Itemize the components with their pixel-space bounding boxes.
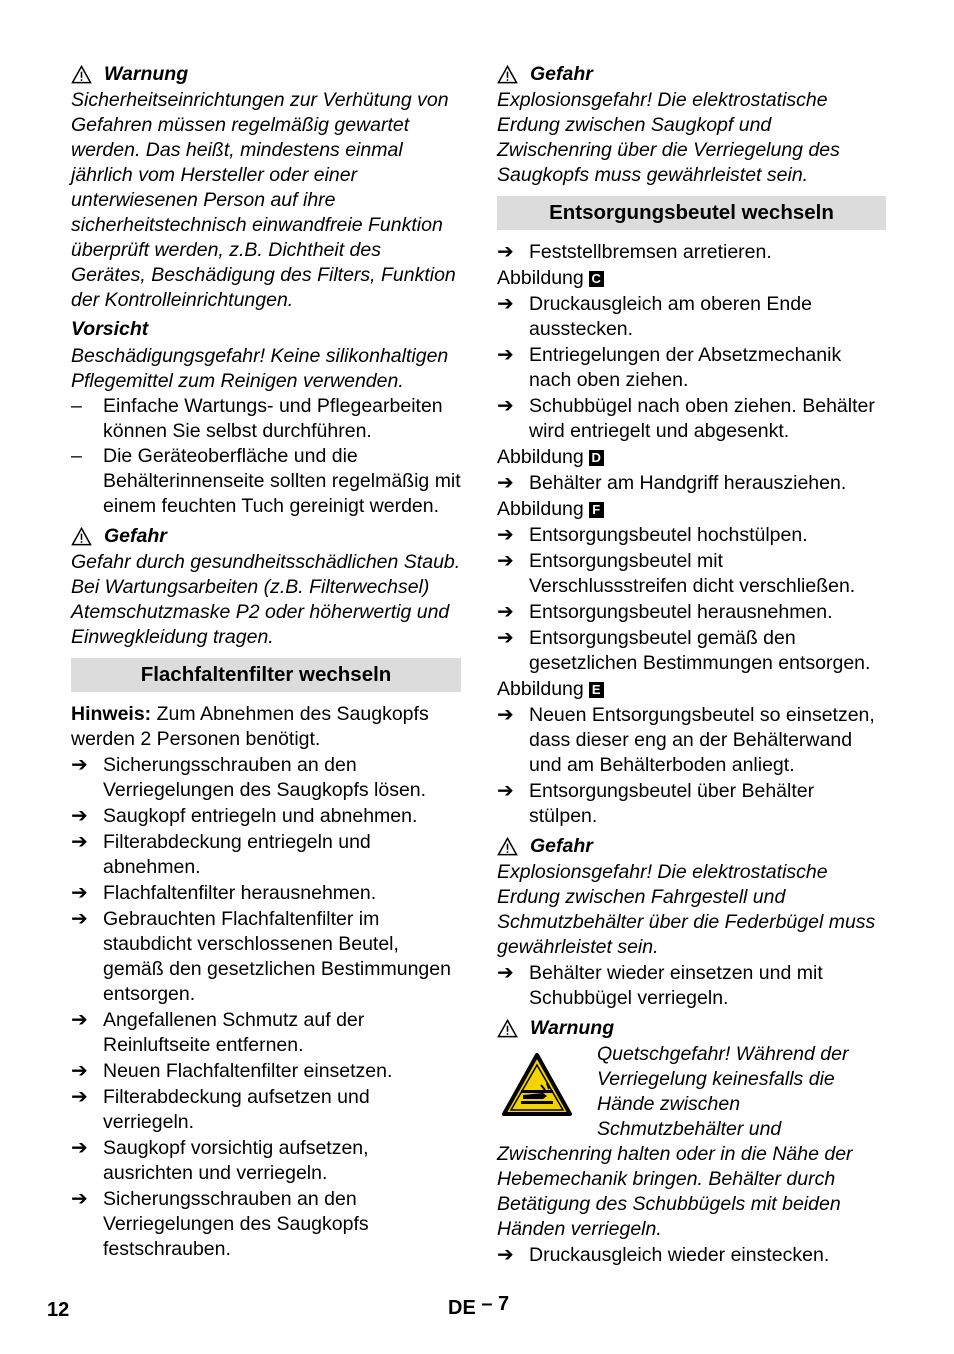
arrow-icon: ➔ [497,241,514,263]
step-item: ➔ Schubbügel nach oben ziehen. Behälter wird entriegelt und abgesenkt. [497,395,875,442]
section-title: Entsorgungsbeutel wechseln [497,196,886,230]
section-title: Flachfaltenfilter wechseln [71,658,461,692]
step-item: ➔ Entsorgungsbeutel gemäß den gesetzlichen Bestimmungen entsorgen. [497,627,871,674]
arrow-icon: ➔ [497,344,514,366]
figure-badge: F [589,502,604,518]
arrow-icon: ➔ [71,805,88,827]
figure-reference: Abbildung D [497,445,886,470]
warning-heading: Warnung [71,60,461,88]
figure-badge: E [589,682,604,698]
dash-list-item: – Einfache Wartungs- und Pflegearbeiten können Sie selbst durchführen. [71,395,443,442]
figure-reference: Abbildung F [497,497,886,522]
figure-badge: C [589,271,604,287]
arrow-icon: ➔ [71,831,88,853]
arrow-icon: ➔ [71,882,88,904]
danger-heading: Gefahr [497,60,886,88]
step-item: ➔ Druckausgleich am oberen Ende ausstecken. [497,293,812,340]
warning-triangle-icon [71,527,92,546]
arrow-icon: ➔ [497,780,514,802]
danger-heading: Gefahr [71,522,461,550]
page-footer-label: DE – 7 [448,1293,510,1319]
step-item: ➔ Entsorgungsbeutel über Behälter stülpen. [497,780,815,827]
step-item: ➔ Behälter wieder einsetzen und mit Schubbügel verriegeln. [497,962,823,1009]
arrow-icon: ➔ [497,395,514,417]
right-column [497,60,886,1268]
warning-triangle-icon [497,65,518,84]
step-item: ➔ Entsorgungsbeutel herausnehmen. [497,601,833,623]
step-item: ➔ Gebrauchten Flachfaltenfilter im staubdicht verschlossenen Beutel, gemäß den gesetzlichen Bestimmungen entsorgen. [71,908,451,1005]
warning-triangle-icon [497,1019,518,1038]
left-column [71,60,461,1262]
step-item: ➔ Sicherungsschrauben an den Verriegelungen des Saugkopfs festschrauben. [71,1188,369,1260]
arrow-icon: ➔ [497,627,514,649]
arrow-icon: ➔ [497,601,514,623]
arrow-icon: ➔ [71,1086,88,1108]
caution-heading: Vorsicht [71,318,149,340]
step-item: ➔ Angefallenen Schmutz auf der Reinluftseite entfernen. [71,1009,365,1056]
arrow-icon: ➔ [71,1009,88,1031]
danger-text: Explosionsgefahr! Die elektrostatische Erdung zwischen Fahrgestell und Schmutzbehälter über die Federbügel muss gewährleistet sein. [497,861,876,958]
dash-list-item: – Die Geräteoberfläche und die Behälterinnenseite sollten regelmäßig mit einem feuchten Tuch gereinigt werden. [71,445,461,517]
step-item: ➔ Entsorgungsbeutel mit Verschlussstreifen dicht verschließen. [497,550,856,597]
arrow-icon: ➔ [71,1060,88,1082]
arrow-icon: ➔ [497,524,514,546]
step-item: ➔ Filterabdeckung aufsetzen und verriegeln. [71,1086,370,1133]
step-item: ➔ Feststellbremsen arretieren. [497,241,772,263]
page-number: 12 [47,1299,70,1321]
warning-heading: Warnung [497,1014,886,1042]
warning-triangle-icon [71,65,92,84]
danger-text: Gefahr durch gesundheitsschädlichen Staub. Bei Wartungsarbeiten (z.B. Filterwechsel) Atemschutzmaske P2 oder höherwertig und Einwegkleidung tragen. [71,551,461,648]
arrow-icon: ➔ [497,550,514,572]
arrow-icon: ➔ [497,1244,514,1266]
step-item: ➔ Flachfaltenfilter herausnehmen. [71,882,377,904]
figure-reference: Abbildung E [497,677,886,702]
arrow-icon: ➔ [497,472,514,494]
arrow-icon: ➔ [71,908,88,930]
figure-reference: Abbildung C [497,266,886,291]
arrow-icon: ➔ [71,1188,88,1210]
step-item: ➔ Behälter am Handgriff herausziehen. [497,472,847,494]
arrow-icon: ➔ [71,754,88,776]
step-item: ➔ Druckausgleich wieder einstecken. [497,1244,830,1266]
crush-warning-box [497,1042,886,1242]
warning-triangle-icon [497,837,518,856]
step-item: ➔ Filterabdeckung entriegeln und abnehmen. [71,831,371,878]
step-item: ➔ Neuen Flachfaltenfilter einsetzen. [71,1060,393,1082]
step-item: ➔ Entriegelungen der Absetzmechanik nach oben ziehen. [497,344,842,391]
arrow-icon: ➔ [497,962,514,984]
hand-crush-warning-icon [501,1052,573,1118]
arrow-icon: ➔ [497,293,514,315]
danger-text: Explosionsgefahr! Die elektrostatische Erdung zwischen Saugkopf und Zwischenring über die Verriegelung des Saugkopfs muss gewährleistet sein. [497,89,840,186]
step-item: ➔ Saugkopf entriegeln und abnehmen. [71,805,418,827]
danger-heading: Gefahr [497,832,886,860]
warning-text: Quetschgefahr! Während der Verriegelung keinesfalls die Hände zwischen Schmutzbehälter und Zwischenring halten oder in die Nähe der Hebemechanik bringen. Behälter durch Betätigung des Schubbügels mit beiden Händen verriegeln. [497,1043,853,1240]
warning-text: Sicherheitseinrichtungen zur Verhütung von Gefahren müssen regelmäßig gewartet werden. Das heißt, mindestens einmal jährlich vom Hersteller oder einer unterwiesenen Person auf ihre sicherheitstechnisch einwandfreie Funktion überprüft werden, z.B. Dichtheit des Gerätes, Beschädigung des Filters, Funktion der Kontrolleinrichtungen. [71,89,456,311]
step-item: ➔ Saugkopf vorsichtig aufsetzen, ausrichten und verriegeln. [71,1137,369,1184]
arrow-icon: ➔ [71,1137,88,1159]
arrow-icon: ➔ [497,704,514,726]
figure-badge: D [589,450,604,466]
step-item: ➔ Entsorgungsbeutel hochstülpen. [497,524,808,546]
step-item: ➔ Neuen Entsorgungsbeutel so einsetzen, dass dieser eng an der Behälterwand und am Behälterboden anliegt. [497,704,875,776]
step-item: ➔ Sicherungsschrauben an den Verriegelungen des Saugkopfs lösen. [71,754,427,801]
note: Hinweis: Zum Abnehmen des Saugkopfs werden 2 Personen benötigt. [71,703,429,750]
caution-text: Beschädigungsgefahr! Keine silikonhaltigen Pflegemittel zum Reinigen verwenden. [71,345,449,392]
